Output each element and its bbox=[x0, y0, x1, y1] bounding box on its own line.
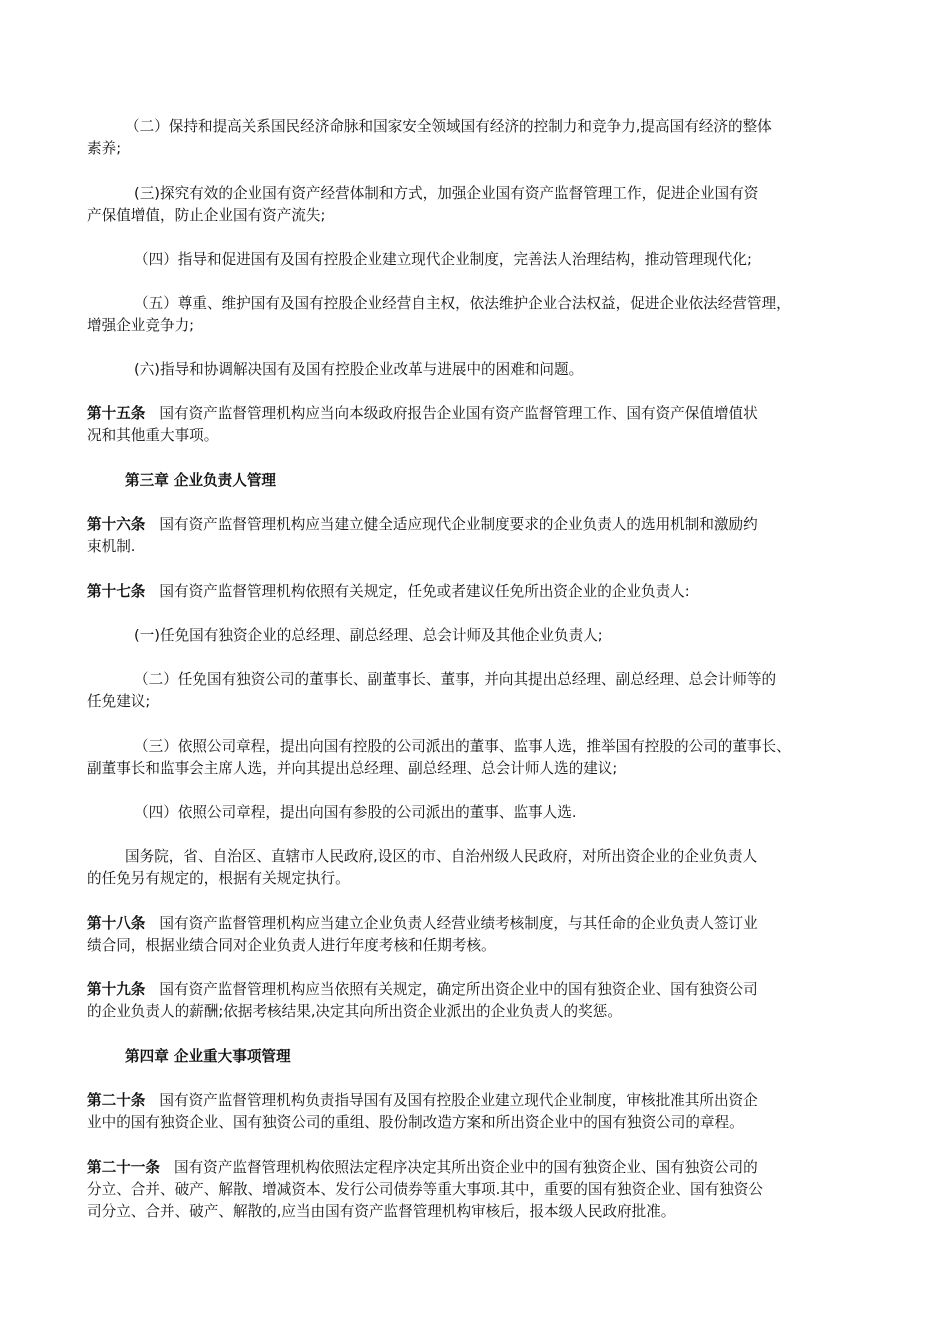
text-line: 业中的国有独资企业、国有独资公司的重组、股份制改造方案和所出资企业中的国有独资公司的章程。 bbox=[87, 1114, 744, 1131]
article-17 bbox=[87, 581, 869, 603]
article-19 bbox=[87, 979, 869, 1023]
text-line: (一)任免国有独资企业的总经理、副总经理、总会计师及其他企业负责人; bbox=[134, 627, 603, 644]
chapter-heading-4 bbox=[87, 1046, 869, 1068]
text-line: 任免建议; bbox=[87, 693, 151, 710]
text-line: （三）依照公司章程，提出向国有控股的公司派出的董事、监事人选，推举国有控股的公司的董事长、 bbox=[134, 738, 791, 755]
text-line: 况和其他重大事项。 bbox=[87, 427, 219, 444]
article-heading: 第十八条 bbox=[87, 915, 146, 932]
text-line: 国有资产监督管理机构依照法定程序决定其所出资企业中的国有独资企业、国有独资公司的 bbox=[173, 1159, 758, 1176]
text-line: 国有资产监督管理机构依照有关规定，任免或者建议任免所出资企业的企业负责人: bbox=[159, 583, 690, 600]
text-line: 的任免另有规定的，根据有关规定执行。 bbox=[87, 870, 350, 887]
text-line: 国有资产监督管理机构负责指导国有及国有控股企业建立现代企业制度，审核批准其所出资企 bbox=[159, 1092, 758, 1109]
text-line: （四）依照公司章程，提出向国有参股的公司派出的董事、监事人选. bbox=[134, 804, 577, 821]
paragraph-state-council bbox=[87, 846, 869, 890]
text-line: (三)探究有效的企业国有资产经营体制和方式，加强企业国有资产监督管理工作，促进企业国有资 bbox=[134, 185, 759, 202]
text-line: 绩合同，根据业绩合同对企业负责人进行年度考核和任期考核。 bbox=[87, 937, 496, 954]
text-line: （四）指导和促进国有及国有控股企业建立现代企业制度，完善法人治理结构，推动管理现代化; bbox=[134, 251, 752, 268]
clause-item-5 bbox=[87, 293, 869, 337]
text-line: 副董事长和监事会主席人选，并向其提出总经理、副总经理、总会计师人选的建议; bbox=[87, 760, 618, 777]
clause-item-6 bbox=[87, 359, 869, 381]
article-heading: 第十九条 bbox=[87, 981, 146, 998]
text-line: 国有资产监督管理机构应当建立健全适应现代企业制度要求的企业负责人的选用机制和激励约 bbox=[159, 516, 758, 533]
article-heading: 第二十条 bbox=[87, 1092, 146, 1109]
text-line: （五）尊重、维护国有及国有控股企业经营自主权，依法维护企业合法权益，促进企业依法经营管理， bbox=[134, 295, 791, 312]
text-line: 国有资产监督管理机构应当建立企业负责人经营业绩考核制度，与其任命的企业负责人签订业 bbox=[159, 915, 758, 932]
text-line: 的企业负责人的薪酬;依据考核结果,决定其向所出资企业派出的企业负责人的奖惩。 bbox=[87, 1003, 622, 1020]
clause-item-a2 bbox=[87, 669, 869, 713]
article-heading: 第二十一条 bbox=[87, 1159, 160, 1176]
text-line: 司分立、合并、破产、解散的,应当由国有资产监督管理机构审核后，报本级人民政府批准。 bbox=[87, 1203, 676, 1220]
article-heading: 第十五条 bbox=[87, 405, 146, 422]
text-line: 产保值增值，防止企业国有资产流失; bbox=[87, 207, 326, 224]
text-line: 分立、合并、破产、解散、增减资本、发行公司债券等重大事项.其中，重要的国有独资企业、国有独资公 bbox=[87, 1181, 763, 1198]
clause-item-2 bbox=[87, 116, 869, 160]
text-line: 国有资产监督管理机构应当依照有关规定，确定所出资企业中的国有独资企业、国有独资公司 bbox=[159, 981, 758, 998]
chapter-title: 第四章 企业重大事项管理 bbox=[125, 1048, 291, 1065]
article-15 bbox=[87, 403, 869, 447]
text-line: 国有资产监督管理机构应当向本级政府报告企业国有资产监督管理工作、国有资产保值增值状 bbox=[159, 405, 758, 422]
text-line: 国务院，省、自治区、直辖市人民政府,设区的市、自治州级人民政府，对所出资企业的企业负责人 bbox=[125, 848, 758, 865]
clause-item-a4 bbox=[87, 802, 869, 824]
clause-item-a3 bbox=[87, 736, 869, 780]
article-21 bbox=[87, 1157, 869, 1223]
clause-item-a1 bbox=[87, 625, 869, 647]
text-line: （二）任免国有独资公司的董事长、副董事长、董事，并向其提出总经理、副总经理、总会计师等的 bbox=[134, 671, 777, 688]
article-18 bbox=[87, 913, 869, 957]
text-line: （二）保持和提高关系国民经济命脉和国家安全领域国有经济的控制力和竞争力,提高国有经济的整体 bbox=[125, 118, 772, 135]
text-line: 束机制. bbox=[87, 538, 136, 555]
text-line: 增强企业竞争力; bbox=[87, 317, 195, 334]
article-16 bbox=[87, 514, 869, 558]
text-line: (六)指导和协调解决国有及国有控股企业改革与进展中的困难和问题。 bbox=[134, 361, 584, 378]
text-line: 素养; bbox=[87, 140, 122, 157]
article-20 bbox=[87, 1090, 869, 1134]
clause-item-3 bbox=[87, 183, 869, 227]
chapter-title: 第三章 企业负责人管理 bbox=[125, 472, 277, 489]
chapter-heading-3 bbox=[87, 470, 869, 492]
article-heading: 第十七条 bbox=[87, 583, 146, 600]
article-heading: 第十六条 bbox=[87, 516, 146, 533]
clause-item-4 bbox=[87, 249, 869, 271]
